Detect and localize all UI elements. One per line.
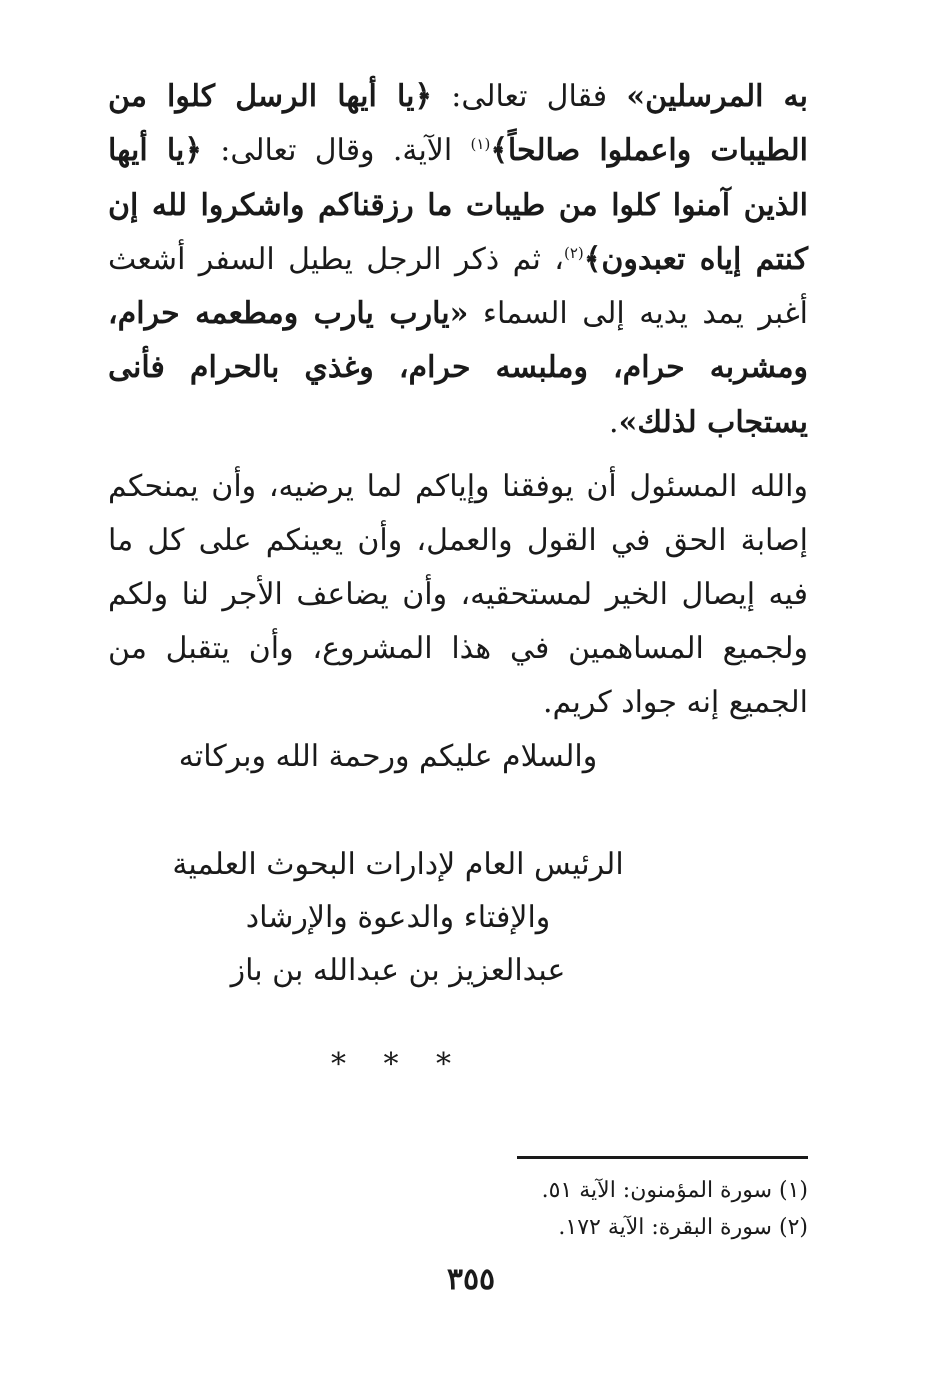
signature-block xyxy=(108,838,808,997)
footnote-ref-2: (٢) xyxy=(563,243,584,262)
quran-verse-1: ﴿يا أيها الرسل كلوا من الطيبات واعملوا صالحاً﴾ xyxy=(108,79,808,169)
footnote-ref-1: (١) xyxy=(470,135,491,154)
signature-title-line-1: الرئيس العام لإدارات البحوث العلمية xyxy=(172,847,624,883)
footnote-1: (١) سورة المؤمنون: الآية ٥١. xyxy=(541,1178,808,1203)
paragraph-hadith xyxy=(108,70,808,450)
closing-greeting: والسلام عليكم ورحمة الله وبركاته xyxy=(178,739,598,775)
text-fragment: . xyxy=(609,404,619,440)
page-body xyxy=(108,70,808,1082)
hadith-quote: «يارب يارب ومطعمه حرام، ومشربه حرام، وملبسه حرام، وغذي بالحرام فأنى يستجاب لذلك» xyxy=(108,296,808,440)
section-separator: * * * xyxy=(330,1047,466,1083)
footnote-divider xyxy=(517,1156,808,1159)
page-number: ٣٥٥ xyxy=(446,1262,496,1297)
text-fragment: ، ثم ذكر الرجل يطيل السفر أشعث أغبر يمد يديه إلى السماء xyxy=(108,241,808,332)
text-fragment: الآية. وقال تعالى: xyxy=(201,133,471,169)
footnote-2: (٢) سورة البقرة: الآية ١٧٢. xyxy=(558,1215,808,1240)
text-fragment: فقال تعالى: xyxy=(432,79,627,114)
footnotes xyxy=(542,1172,808,1246)
paragraph-prayer: والله المسئول أن يوفقنا وإياكم لما يرضيه، وأن يمنحكم إصابة الحق في القول والعمل، وأن يعينكم على كل ما فيه إيصال الخير لمستحقيه، وأن يضاعف الأجر لنا ولكم ولجميع المساهمين في هذا المشروع، وأن يتقبل من الجميع إنه جواد كريم. xyxy=(108,469,808,721)
quote-end-fragment: به المرسلين» xyxy=(626,79,808,114)
signature-name: عبدالعزيز بن عبدالله بن باز xyxy=(230,953,566,989)
signature-title-line-2: والإفتاء والدعوة والإرشاد xyxy=(245,900,551,936)
quran-verse-2: ﴿يا أيها الذين آمنوا كلوا من طيبات ما رزقناكم واشكروا لله إن كنتم إياه تعبدون﴾ xyxy=(108,133,808,277)
